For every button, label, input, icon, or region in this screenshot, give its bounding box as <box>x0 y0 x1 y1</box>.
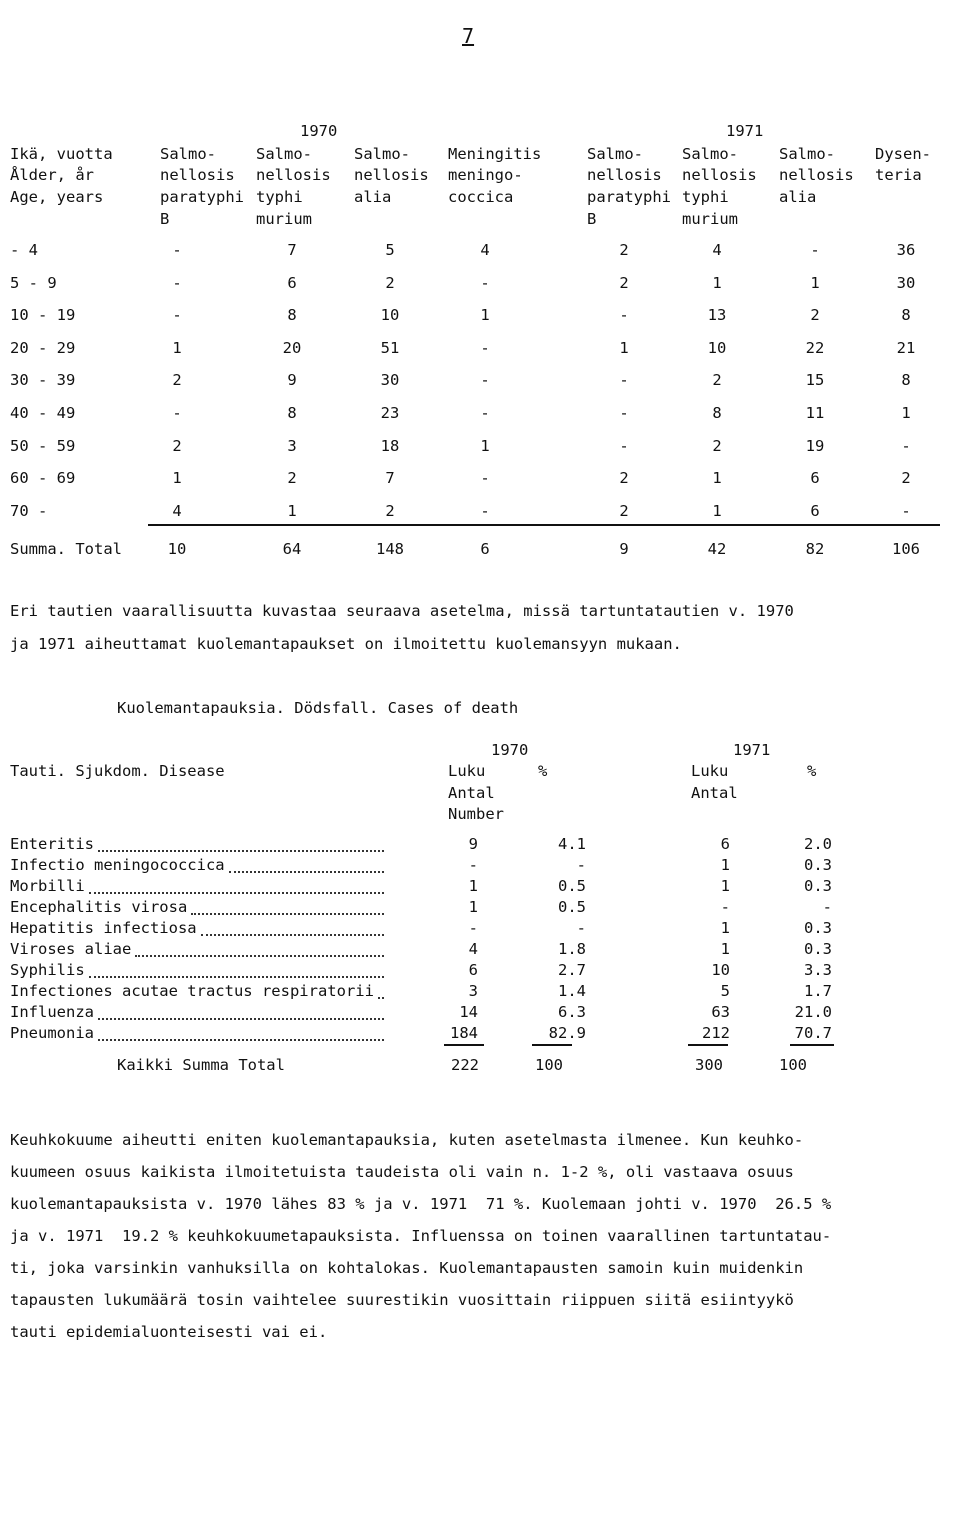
table1-total-cell: 82 <box>805 540 825 558</box>
table1-cell: - <box>810 241 820 259</box>
table1-cell: 1 <box>172 469 182 487</box>
table1-column-header: B <box>587 210 597 228</box>
dot-leader <box>89 976 384 978</box>
disease-name: Viroses aliae <box>10 940 132 958</box>
t2-count-1971: 63 <box>711 1003 730 1021</box>
table1-cell: 1 <box>619 339 629 357</box>
total-label: Summa. Total <box>10 540 122 558</box>
t2-pct-1970: 1.8 <box>558 940 586 958</box>
t2-pct-1971: 0.3 <box>804 919 832 937</box>
t2-pct-header-1970: % <box>538 762 548 780</box>
table1-cell: 7 <box>287 241 297 259</box>
table1-cell: 4 <box>172 502 182 520</box>
table2-caption: Kuolemantapauksia. Dödsfall. Cases of death <box>117 699 519 717</box>
t2-count-header-1970-en: Number <box>448 805 504 823</box>
table1-column-header: paratyphi <box>160 188 244 206</box>
disease-name: Morbilli <box>10 877 85 895</box>
table1-column-header: nellosis <box>682 166 757 184</box>
table1-cell: 4 <box>480 241 490 259</box>
table1-cell: 20 <box>282 339 302 357</box>
paragraph-line: ti, joka varsinkin vanhuksilla on kohtalokas. Kuolemantapausten samoin kuin muidenkin <box>10 1259 804 1277</box>
table1-cell: - <box>619 437 629 455</box>
paragraph-line: Keuhkokuume aiheutti eniten kuolemantapauksia, kuten asetelmasta ilmenee. Kun keuhko- <box>10 1131 804 1149</box>
table1-total-cell: 106 <box>892 540 920 558</box>
t2-total-p1971: 100 <box>779 1056 807 1074</box>
t2-count-1971: 212 <box>702 1024 730 1042</box>
paragraph-line: kuumeen osuus kaikista ilmoitetuista taudeista oli vain n. 1-2 %, oli vastaava osuus <box>10 1163 794 1181</box>
t2-pct-1971: 0.3 <box>804 940 832 958</box>
disease-name: Encephalitis virosa <box>10 898 188 916</box>
table1-column-header: B <box>160 210 170 228</box>
table1-cell: - <box>172 274 182 292</box>
table1-cell: 8 <box>712 404 722 422</box>
age-group-label: 5 - 9 <box>10 274 57 292</box>
table1-column-header: teria <box>875 166 922 184</box>
t2-count-1970: 1 <box>468 877 478 895</box>
table1-cell: 2 <box>287 469 297 487</box>
dot-leader <box>378 997 384 999</box>
paragraph-line: kuolemantapauksista v. 1970 lähes 83 % ja v. 1971 71 %. Kuolemaan johti v. 1970 26.5 % <box>10 1195 832 1213</box>
table1-cell: 19 <box>805 437 825 455</box>
table1-cell: 10 <box>380 306 400 324</box>
disease-name: Pneumonia <box>10 1024 94 1042</box>
dot-leader <box>98 1039 384 1041</box>
age-group-label: 10 - 19 <box>10 306 76 324</box>
t2-count-1971: 1 <box>720 856 730 874</box>
table1-cell: 4 <box>712 241 722 259</box>
t2-count-header-1971-sv: Antal <box>691 784 738 802</box>
paragraph-line: tapausten lukumäärä tosin vaihtelee suurestikin vuosittain riippuen siitä esiintyykö <box>10 1291 794 1309</box>
table1-cell: 30 <box>380 371 400 389</box>
table1-cell: 11 <box>805 404 825 422</box>
table1-total-cell: 10 <box>167 540 187 558</box>
table1-cell: 6 <box>810 469 820 487</box>
table1-cell: - <box>480 339 490 357</box>
table1-cell: - <box>619 306 629 324</box>
table1-column-header: coccica <box>448 188 514 206</box>
table1-cell: 7 <box>385 469 395 487</box>
t2-count-1970: 1 <box>468 898 478 916</box>
table1-total-cell: 9 <box>619 540 629 558</box>
table1-cell: 3 <box>287 437 297 455</box>
table1-cell: 23 <box>380 404 400 422</box>
age-header-en: Age, years <box>10 188 104 206</box>
t2-disease-header: Tauti. Sjukdom. Disease <box>10 762 225 780</box>
body-paragraph <box>10 1124 940 1348</box>
t2-pct-1971: 0.3 <box>804 856 832 874</box>
age-group-label: 30 - 39 <box>10 371 76 389</box>
disease-name: Influenza <box>10 1003 94 1021</box>
table1-column-header: nellosis <box>256 166 331 184</box>
table1-cell: 1 <box>712 469 722 487</box>
table1-cell: 5 <box>385 241 395 259</box>
t2-underline-1971-pct <box>790 1044 834 1046</box>
dot-leader <box>98 850 384 852</box>
table1-cell: - <box>619 404 629 422</box>
table1-cell: 51 <box>380 339 400 357</box>
table1-column-header: murium <box>256 210 312 228</box>
table1-cell: 9 <box>287 371 297 389</box>
table1-column-header: nellosis <box>354 166 429 184</box>
table1-cell: 2 <box>385 274 395 292</box>
table1-cell: 13 <box>707 306 727 324</box>
table1-cell: 8 <box>287 306 297 324</box>
t2-pct-1971: 1.7 <box>804 982 832 1000</box>
paragraph-line: tauti epidemialuonteisesti vai ei. <box>10 1323 328 1341</box>
table1-cell: 1 <box>480 306 490 324</box>
table1-cell: 15 <box>805 371 825 389</box>
year-1971-heading: 1971 <box>726 122 764 140</box>
t2-pct-1970: 1.4 <box>558 982 586 1000</box>
disease-name: Infectiones acutae tractus respiratorii <box>10 982 374 1000</box>
age-group-label: 40 - 49 <box>10 404 76 422</box>
t2-underline-1970-count <box>444 1044 484 1046</box>
table1-cell: 2 <box>619 469 629 487</box>
dot-leader <box>135 955 384 957</box>
t2-total-p1970: 100 <box>535 1056 563 1074</box>
table1-total-cell: 148 <box>376 540 404 558</box>
year-1970-heading: 1970 <box>300 122 338 140</box>
page-number: 7 <box>462 24 475 48</box>
t2-pct-1971: 21.0 <box>794 1003 832 1021</box>
table1-cell: - <box>480 371 490 389</box>
table1-column-header: Meningitis <box>448 145 542 163</box>
table1-column-header: Dysen- <box>875 145 931 163</box>
table1-column-header: murium <box>682 210 738 228</box>
table1-column-header: alia <box>354 188 392 206</box>
table1-cell: - <box>619 371 629 389</box>
table1-cell: 2 <box>712 437 722 455</box>
table1-cell: 1 <box>172 339 182 357</box>
age-header-sv: Ålder, år <box>10 166 94 184</box>
t2-pct-header-1971: % <box>807 762 817 780</box>
table1-cell: 21 <box>896 339 916 357</box>
table1-cell: - <box>480 502 490 520</box>
table1-total-cell: 42 <box>707 540 727 558</box>
t2-pct-1970: 0.5 <box>558 898 586 916</box>
t2-count-1970: - <box>468 856 478 874</box>
table1-cell: 2 <box>385 502 395 520</box>
age-header-fi: Ikä, vuotta <box>10 145 113 163</box>
table1-cell: 1 <box>712 274 722 292</box>
dot-leader <box>89 892 384 894</box>
t2-pct-1971: 0.3 <box>804 877 832 895</box>
dot-leader <box>229 871 384 873</box>
age-group-label: - 4 <box>10 241 38 259</box>
t2-count-1970: - <box>468 919 478 937</box>
table1-cell: - <box>172 404 182 422</box>
intro-line-2: ja 1971 aiheuttamat kuolemantapaukset on ilmoitettu kuolemansyyn mukaan. <box>10 635 682 653</box>
table1-cell: - <box>172 306 182 324</box>
table1-cell: 2 <box>619 502 629 520</box>
total-rule <box>148 524 940 526</box>
t2-pct-1970: - <box>576 919 586 937</box>
table1-cell: - <box>172 241 182 259</box>
table1-column-header: typhi <box>682 188 729 206</box>
t2-pct-1970: - <box>576 856 586 874</box>
dot-leader <box>201 934 384 936</box>
t2-count-header-1970-fi: Luku <box>448 762 486 780</box>
disease-name: Syphilis <box>10 961 85 979</box>
t2-total-n1971: 300 <box>695 1056 723 1074</box>
t2-total-label: Kaikki Summa Total <box>117 1056 285 1074</box>
age-group-label: 20 - 29 <box>10 339 76 357</box>
t2-pct-1970: 82.9 <box>548 1024 586 1042</box>
table1-cell: 2 <box>901 469 911 487</box>
table1-column-header: nellosis <box>779 166 854 184</box>
table1-cell: 1 <box>287 502 297 520</box>
table1-column-header: Salmo- <box>256 145 312 163</box>
table1-cell: - <box>480 274 490 292</box>
age-group-label: 70 - <box>10 502 48 520</box>
table1-cell: 8 <box>901 371 911 389</box>
table1-column-header: Salmo- <box>160 145 216 163</box>
table1-cell: - <box>901 502 911 520</box>
t2-count-1970: 4 <box>468 940 478 958</box>
t2-count-header-1971-fi: Luku <box>691 762 729 780</box>
t2-pct-1971: - <box>822 898 832 916</box>
table1-cell: 2 <box>712 371 722 389</box>
table1-cell: 10 <box>707 339 727 357</box>
paragraph-line: ja v. 1971 19.2 % keuhkokuumetapauksista. Influenssa on toinen vaarallinen tartuntatau- <box>10 1227 832 1245</box>
t2-pct-1970: 6.3 <box>558 1003 586 1021</box>
t2-year-1970: 1970 <box>491 741 529 759</box>
t2-year-1971: 1971 <box>733 741 771 759</box>
t2-underline-1970-pct <box>532 1044 572 1046</box>
table1-total-cell: 6 <box>480 540 490 558</box>
table1-cell: - <box>480 404 490 422</box>
t2-underline-1971-count <box>688 1044 728 1046</box>
table1-column-header: Salmo- <box>779 145 835 163</box>
intro-line-1: Eri tautien vaarallisuutta kuvastaa seuraava asetelma, missä tartuntatautien v. 1970 <box>10 602 794 620</box>
table1-cell: 8 <box>287 404 297 422</box>
t2-count-1970: 9 <box>468 835 478 853</box>
t2-count-1971: - <box>720 898 730 916</box>
table1-cell: 8 <box>901 306 911 324</box>
table1-cell: 2 <box>619 241 629 259</box>
disease-name: Enteritis <box>10 835 94 853</box>
t2-count-1971: 1 <box>720 940 730 958</box>
table1-column-header: Salmo- <box>354 145 410 163</box>
table1-cell: 6 <box>810 502 820 520</box>
table1-cell: 1 <box>480 437 490 455</box>
table1-cell: 1 <box>901 404 911 422</box>
table1-cell: 6 <box>287 274 297 292</box>
table1-column-header: meningo- <box>448 166 523 184</box>
table1-cell: 2 <box>619 274 629 292</box>
table1-column-header: Salmo- <box>587 145 643 163</box>
dot-leader <box>98 1018 384 1020</box>
table1-cell: 2 <box>172 371 182 389</box>
t2-count-1970: 184 <box>450 1024 478 1042</box>
t2-count-header-1970-sv: Antal <box>448 784 495 802</box>
table1-cell: - <box>480 469 490 487</box>
t2-total-n1970: 222 <box>451 1056 479 1074</box>
table1-cell: 2 <box>810 306 820 324</box>
t2-pct-1971: 3.3 <box>804 961 832 979</box>
table1-cell: 36 <box>896 241 916 259</box>
t2-pct-1970: 4.1 <box>558 835 586 853</box>
t2-count-1971: 10 <box>711 961 730 979</box>
age-group-label: 60 - 69 <box>10 469 76 487</box>
t2-pct-1970: 0.5 <box>558 877 586 895</box>
table1-cell: 1 <box>712 502 722 520</box>
table1-column-header: nellosis <box>587 166 662 184</box>
table1-cell: 22 <box>805 339 825 357</box>
t2-count-1970: 6 <box>468 961 478 979</box>
dot-leader <box>191 913 384 915</box>
t2-count-1970: 14 <box>459 1003 478 1021</box>
table1-column-header: paratyphi <box>587 188 671 206</box>
table1-cell: - <box>901 437 911 455</box>
t2-count-1971: 1 <box>720 919 730 937</box>
t2-count-1970: 3 <box>468 982 478 1000</box>
age-group-label: 50 - 59 <box>10 437 76 455</box>
table1-cell: 2 <box>172 437 182 455</box>
t2-count-1971: 5 <box>720 982 730 1000</box>
t2-count-1971: 1 <box>720 877 730 895</box>
t2-count-1971: 6 <box>720 835 730 853</box>
table1-column-header: typhi <box>256 188 303 206</box>
table1-total-cell: 64 <box>282 540 302 558</box>
table1-column-header: Salmo- <box>682 145 738 163</box>
table1-column-header: nellosis <box>160 166 235 184</box>
table1-cell: 18 <box>380 437 400 455</box>
table1-cell: 1 <box>810 274 820 292</box>
table1-cell: 30 <box>896 274 916 292</box>
table1-column-header: alia <box>779 188 817 206</box>
disease-name: Hepatitis infectiosa <box>10 919 197 937</box>
t2-pct-1970: 2.7 <box>558 961 586 979</box>
t2-pct-1971: 2.0 <box>804 835 832 853</box>
t2-pct-1971: 70.7 <box>794 1024 832 1042</box>
disease-name: Infectio meningococcica <box>10 856 225 874</box>
